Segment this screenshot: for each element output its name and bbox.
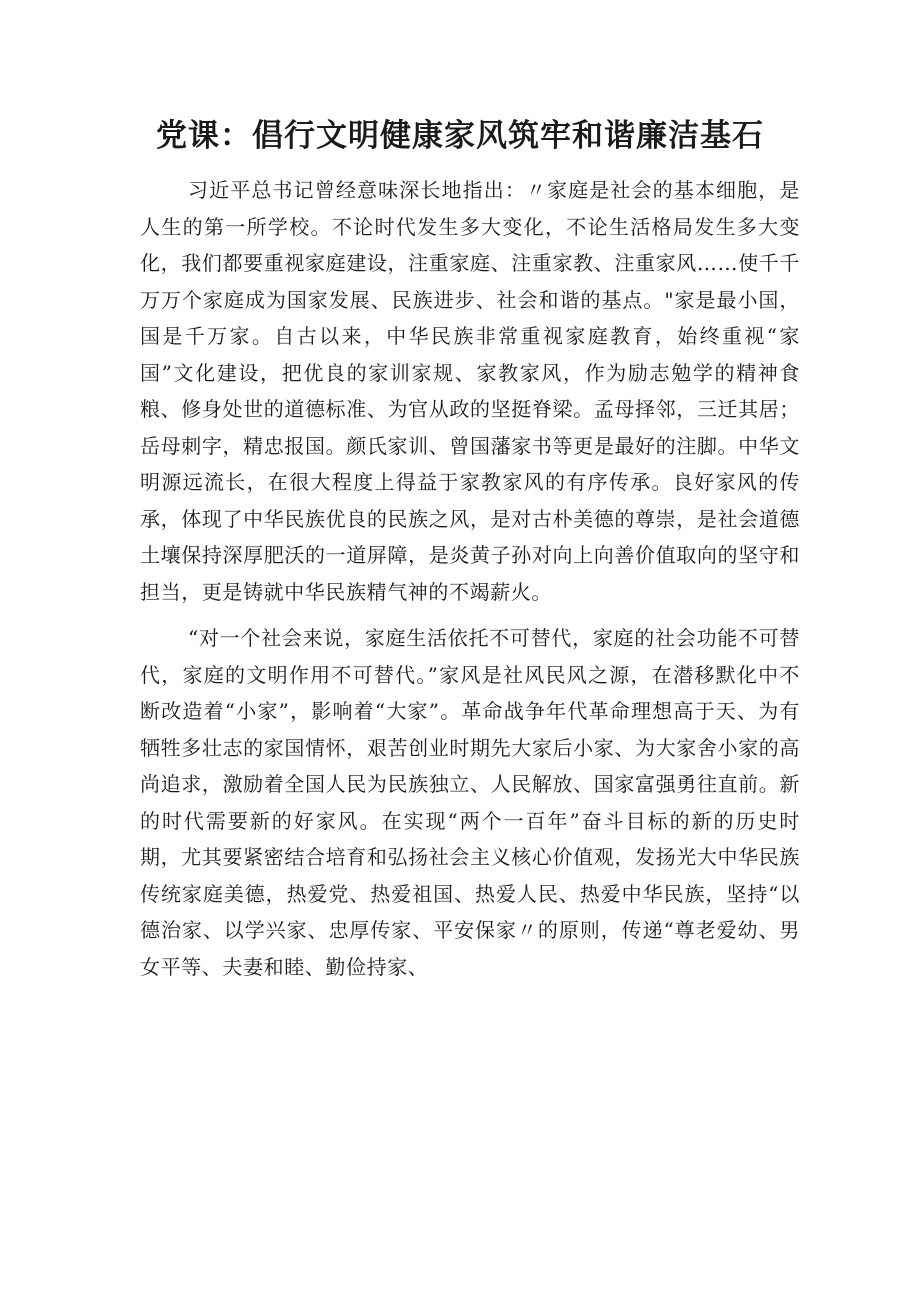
paragraph-2: “对一个社会来说，家庭生活依托不可替代，家庭的社会功能不可替代，家庭的文明作用不可替代。”家风是社风民风之源，在潜移默化中不断改造着“小家”，影响着“大家”。革命战争年代革命理想高于天、为有牺牲多壮志的家国情怀，艰苦创业时期先大家后小家、为大家舍小家的高尚追求，激励着全国人民为民族独立、人民解放、国家富强勇往直前。新的时代需要新的好家风。在实现“两个一百年”奋斗目标的新的历史时期，尤其要紧密结合培育和弘扬社会主义核心价值观，发扬光大中华民族传统家庭美德，热爱党、热爱祖国、热爱人民、热爱中华民族，坚持“以德治家、以学兴家、忠厚传家、平安保家〃的原则，传递“尊老爱幼、男女平等、夫妻和睦、勤俭持家、 [140,626,800,979]
paragraph-1: 习近平总书记曾经意味深长地指出：〃家庭是社会的基本细胞，是人生的第一所学校。不论时代发生多大变化，不论生活格局发生多大变化，我们都要重视家庭建设，注重家庭、注重家教、注重家风……使千千万万个家庭成为国家发展、民族进步、社会和谐的基点。"家是最小国，国是千万家。自古以来，中华民族非常重视家庭教育，始终重视“家国”文化建设，把优良的家训家规、家教家风，作为励志勉学的精神食粮、修身处世的道德标准、为官从政的坚挺脊梁。孟母择邻，三迁其居；岳母刺字，精忠报国。颜氏家训、曾国藩家书等更是最好的注脚。中华文明源远流长，在很大程度上得益于家教家风的有序传承。良好家风的传承，体现了中华民族优良的民族之风，是对古朴美德的尊崇，是社会道德土壤保持深厚肥沃的一道屏障，是炎黄子孙对向上向善价值取向的坚守和担当，更是铸就中华民族精气神的不竭薪火。 [140,178,800,604]
document-body [140,172,800,985]
document-title: 党课：倡行文明健康家风筑牢和谐廉洁基石 [156,118,764,154]
